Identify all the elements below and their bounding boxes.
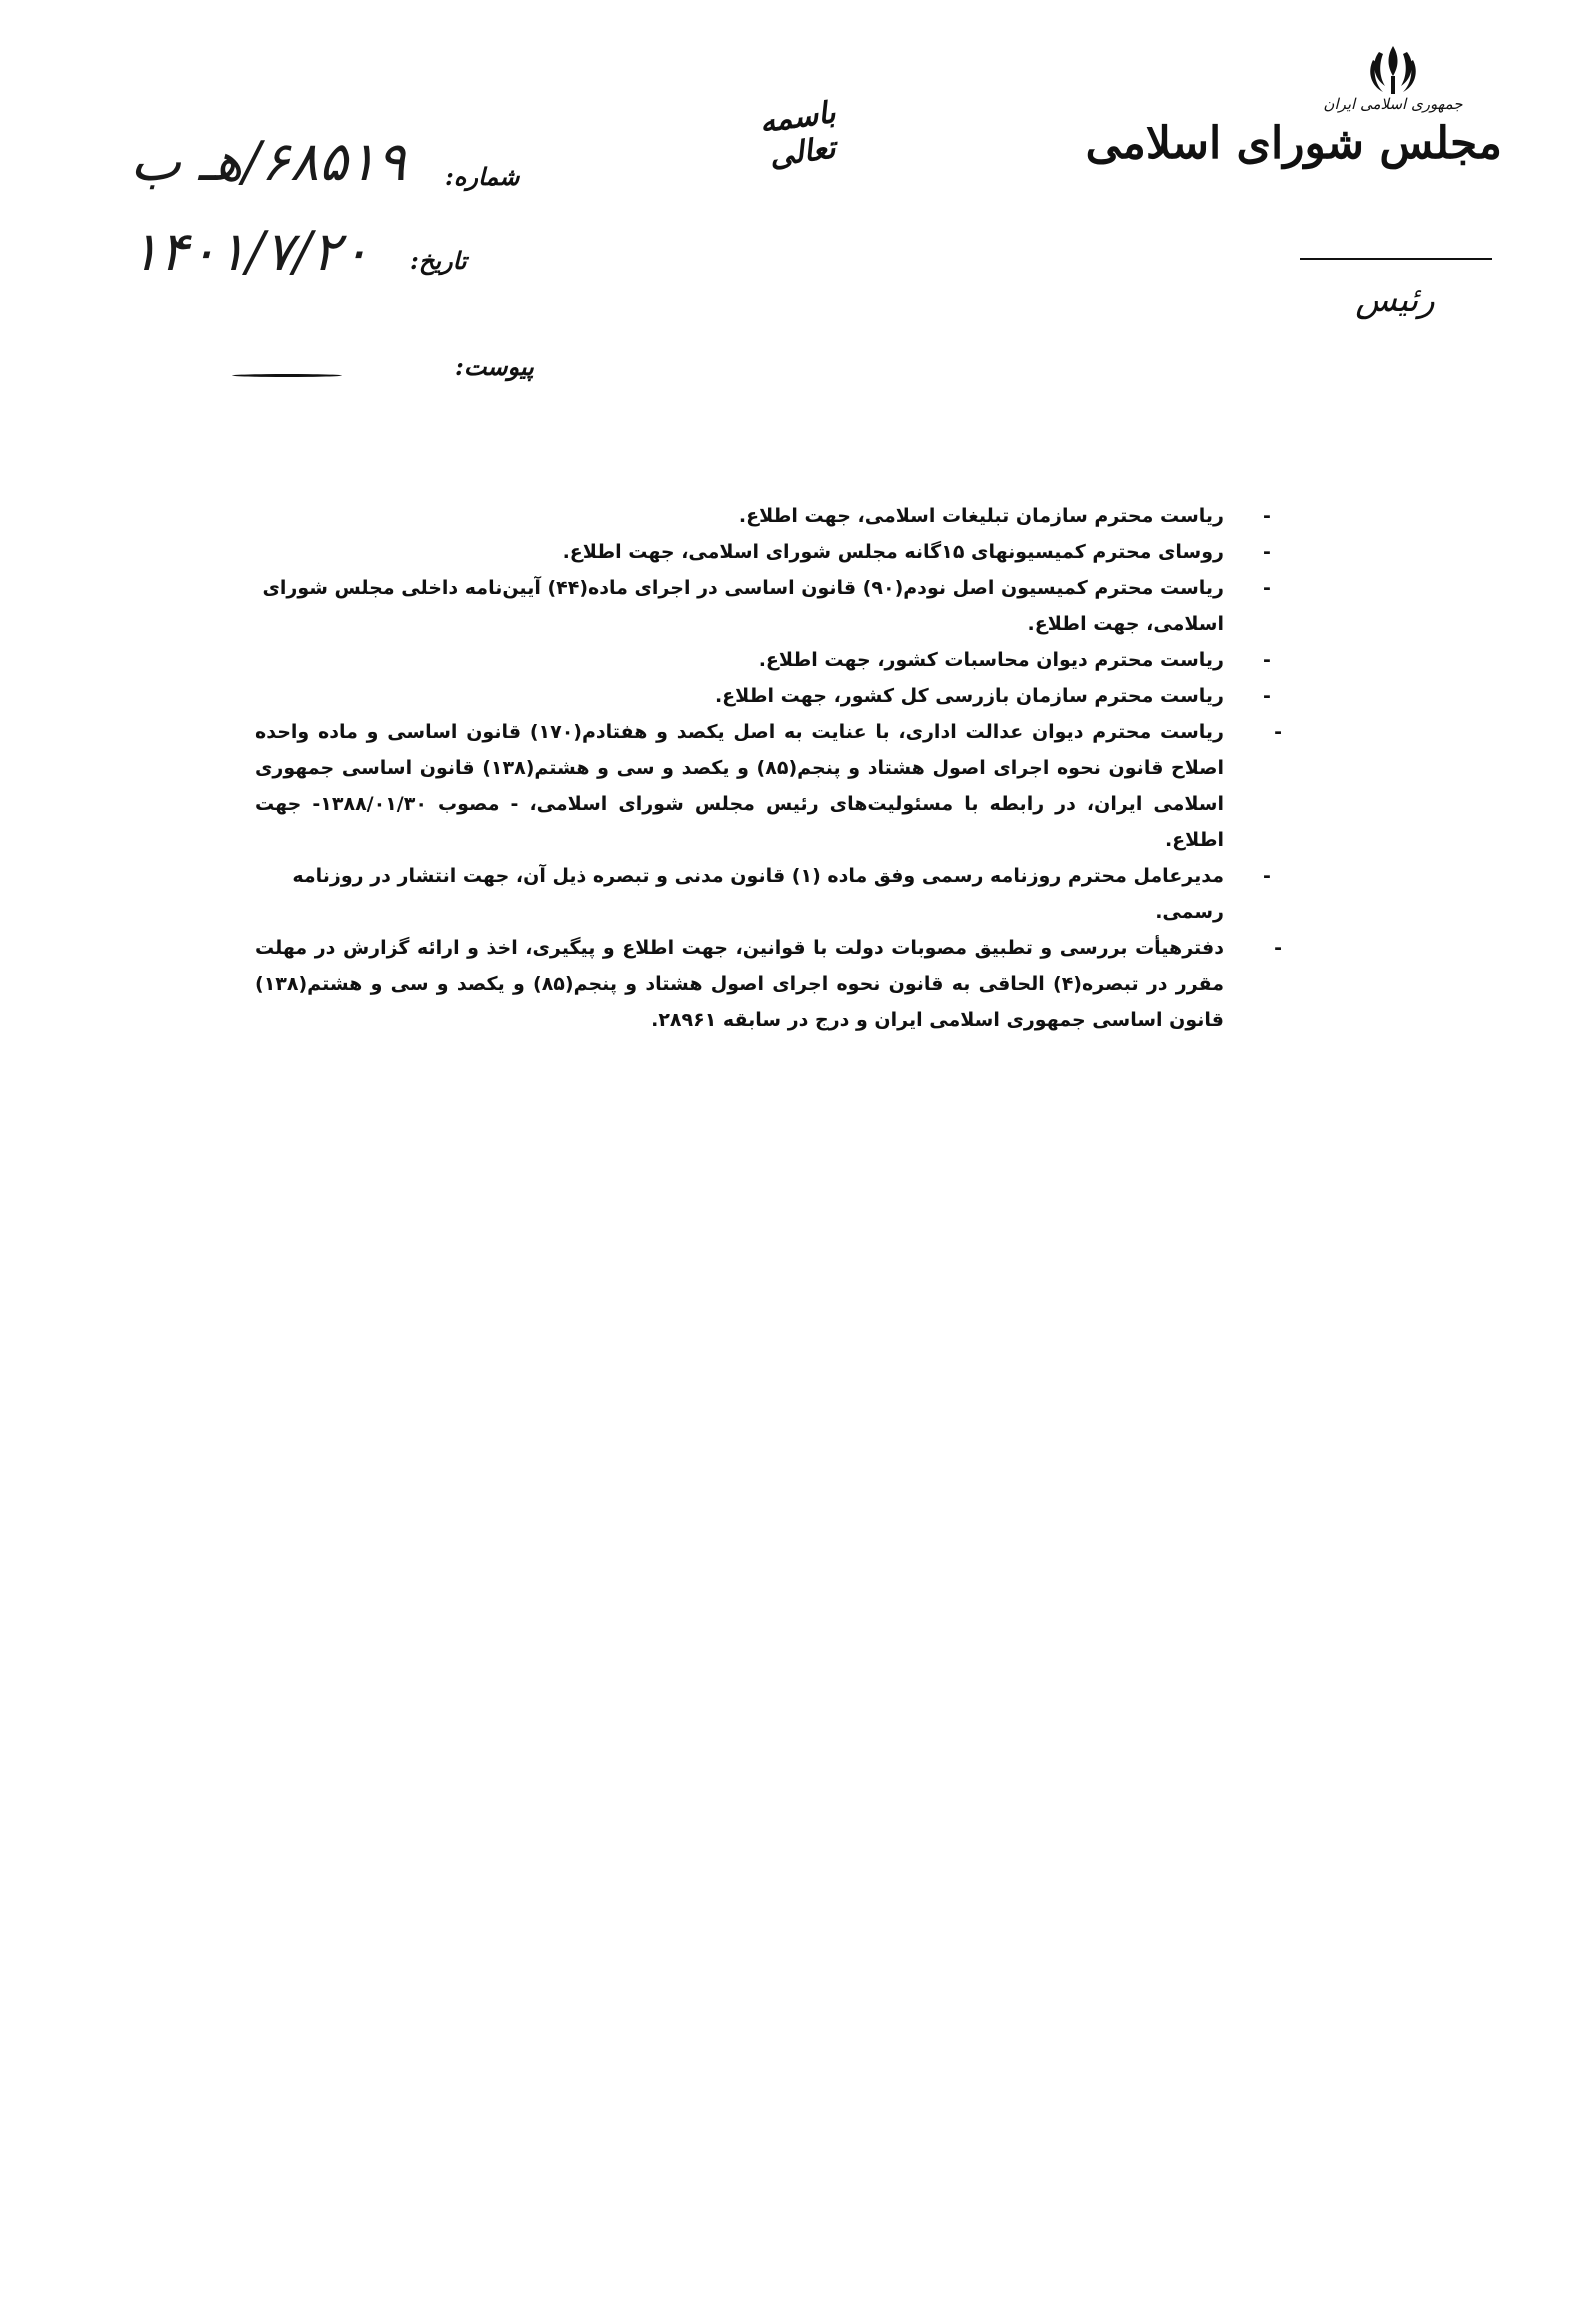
list-dash: - (1263, 685, 1271, 707)
letter-date: ۱۴۰۱/۷/۲۰ (130, 220, 370, 283)
list-item (255, 858, 1282, 930)
list-item-text: مدیرعامل محترم روزنامه رسمی وفق ماده (۱) قانون مدنی و تبصره ذیل آن، جهت انتشار در روزنامه رسمی. (292, 865, 1224, 923)
basmala: باسمه تعالی (757, 95, 838, 175)
list-item (255, 498, 1282, 534)
list-item (255, 678, 1282, 714)
list-dash: - (1263, 865, 1271, 887)
list-dash: - (1263, 577, 1271, 599)
list-item (255, 642, 1282, 678)
parliament-title: مجلس شورای اسلامی (1085, 118, 1502, 169)
list-item-text: ریاست محترم سازمان تبلیغات اسلامی، جهت اطلاع. (738, 505, 1224, 527)
letter-number: ۶۸۵۱۹/هـ ب (130, 130, 406, 193)
attachment-dash (232, 374, 342, 377)
list-dash: - (1274, 937, 1282, 959)
list-dash: - (1263, 649, 1271, 671)
list-dash: - (1263, 505, 1271, 527)
list-item-text: ریاست محترم سازمان بازرسی کل کشور، جهت اطلاع. (714, 685, 1224, 707)
list-item-text: ریاست محترم کمیسیون اصل نودم(۹۰) قانون اساسی در اجرای ماده(۴۴) آیین‌نامه داخلی مجلس شورای اسلامی، جهت اطلاع. (262, 577, 1224, 635)
number-label: شماره: (445, 162, 520, 191)
list-item (255, 714, 1282, 858)
list-item (255, 930, 1282, 1038)
republic-name: جمهوری اسلامی ایران (1323, 95, 1463, 113)
date-label: تاریخ: (410, 246, 467, 275)
list-item-text: روسای محترم کمیسیونهای ۱۵گانه مجلس شورای اسلامی، جهت اطلاع. (562, 541, 1224, 563)
list-item-text: دفترهیأت بررسی و تطبیق مصوبات دولت با قوانین، جهت اطلاع و پیگیری، اخذ و ارائه گزارش در مهلت مقرر در تبصره(۴) الحاقی به قانون نحوه اجرای اصول هشتاد و پنجم(۸۵) و یکصد و سی و هشتم(۱۳۸) قانون اساسی جمهوری اسلامی ایران و درج در سابقه ۲۸۹۶۱. (255, 937, 1224, 1031)
list-item (255, 570, 1282, 642)
office-title: رئیس (1355, 280, 1435, 320)
list-item-text: ریاست محترم دیوان عدالت اداری، با عنایت به اصل یکصد و هفتادم(۱۷۰) قانون اساسی و ماده واحده اصلاح قانون نحوه اجرای اصول هشتاد و پنجم(۸۵) و یکصد و سی و هشتم(۱۳۸) قانون اساسی جمهوری اسلامی ایران، در رابطه با مسئولیت‌های رئیس مجلس شورای اسلامی، - مصوب ۱۳۸۸/۰۱/۳۰- جهت اطلاع. (255, 721, 1225, 851)
list-item (255, 534, 1282, 570)
list-dash: - (1263, 541, 1271, 563)
list-item-text: ریاست محترم دیوان محاسبات کشور، جهت اطلاع. (758, 649, 1224, 671)
iran-emblem-icon (1365, 42, 1421, 98)
distribution-list (255, 498, 1282, 1038)
attachment-label: پیوست: (455, 352, 534, 381)
list-dash: - (1274, 721, 1282, 743)
letterhead-divider (1300, 258, 1492, 260)
